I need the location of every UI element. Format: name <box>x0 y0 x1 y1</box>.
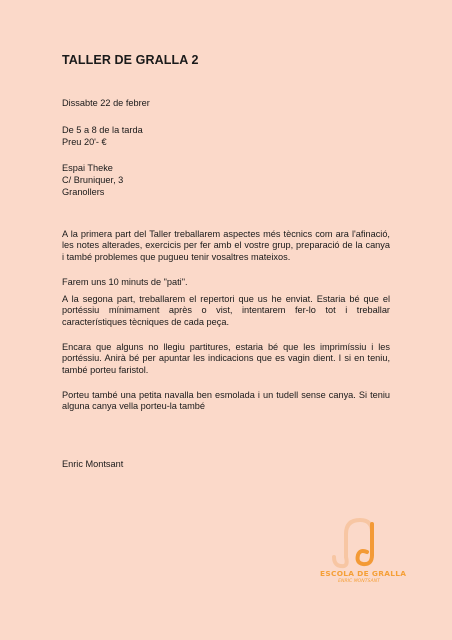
school-logo-subtitle: ENRIC MONTSANT <box>338 579 380 584</box>
venue-name: Espai Theke <box>62 163 113 173</box>
event-time: De 5 a 8 de la tarda <box>62 125 143 135</box>
paragraph-materials: Porteu també una petita navalla ben esmolada i un tudell sense canya. Si teniu alguna canya vella porteu-la també <box>62 390 390 412</box>
venue-street: C/ Bruniquer, 3 <box>62 175 124 185</box>
paragraph-scores: Encara que alguns no llegiu partitures, estaria bé que les imprimíssiu i les portéssiu. Anirà bé per apuntar les indicacions que es vagin dient. I si en teniu, també porteu faristol. <box>62 342 390 375</box>
event-price: Preu 20'- € <box>62 137 107 147</box>
signature: Enric Montsant <box>62 459 124 469</box>
paragraph-second-part: A la segona part, treballarem el repertori que us he enviat. Estaria bé que el portéssiu mínimament après o vist, intentarem fer-lo tot i treballar característiques tècniques de cada peça. <box>62 294 390 327</box>
school-logo-name: ESCOLA DE GRALLA <box>320 569 407 578</box>
event-date: Dissabte 22 de febrer <box>62 98 150 108</box>
document-title: TALLER DE GRALLA 2 <box>62 53 199 67</box>
paragraph-break: Farem uns 10 minuts de "pati". <box>62 277 188 287</box>
venue-city: Granollers <box>62 187 105 197</box>
paragraph-first-part: A la primera part del Taller treballarem aspectes més tècnics com ara l'afinació, les notes alterades, exercicis per fer amb el vostre grup, preparació de la canya i també problemes que pugueu tenir vosaltres mateixos. <box>62 229 390 262</box>
